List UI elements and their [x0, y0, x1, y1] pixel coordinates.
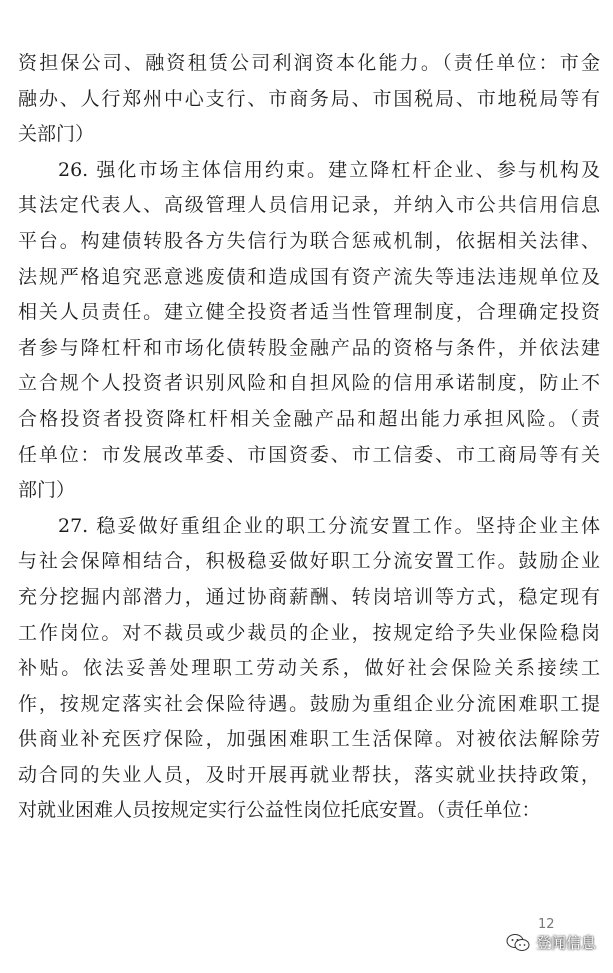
text-line: 部门）	[18, 479, 76, 502]
text-line: 关部门）	[18, 123, 95, 146]
text-line: 相关人员责任。建立健全投资者适当性管理制度，合理确定投资	[18, 301, 600, 324]
text-line: 供商业补充医疗保险，加强困难职工生活保障。对被依法解除劳	[18, 728, 600, 751]
text-line: 任单位：市发展改革委、市国资委、市工信委、市工商局等有关	[18, 443, 600, 466]
text-line: 者参与降杠杆和市场化债转股金融产品的资格与条件，并依法建	[18, 336, 600, 359]
section-26-heading-line: 26. 强化市场主体信用约束。建立降杠杆企业、参与机构及	[58, 158, 600, 181]
text-line: 对就业困难人员按规定实行公益性岗位托底安置。（责任单位：	[18, 799, 541, 822]
text-line: 补贴。依法妥善处理职工劳动关系，做好社会保险关系接续工	[18, 657, 600, 680]
text-line: 合格投资者投资降杠杆相关金融产品和超出能力承担风险。（责	[18, 407, 600, 430]
wechat-icon	[506, 933, 530, 953]
text-line: 充分挖掘内部潜力，通过协商薪酬、转岗培训等方式，稳定现有	[18, 585, 600, 608]
document-page	[18, 46, 600, 829]
text-line: 融办、人行郑州中心支行、市商务局、市国税局、市地税局等有	[18, 87, 600, 110]
text-line: 动合同的失业人员，及时开展再就业帮扶，落实就业扶持政策，	[18, 763, 600, 786]
text-line: 资担保公司、融资租赁公司利润资本化能力。（责任单位：市金	[18, 52, 600, 74]
text-line: 与社会保障相结合，积极稳妥做好职工分流安置工作。鼓励企业	[18, 550, 600, 573]
watermark-text: 登闻信息	[536, 934, 597, 952]
section-27-heading-line: 27. 稳妥做好重组企业的职工分流安置工作。坚持企业主体	[58, 514, 600, 537]
watermark	[506, 932, 596, 953]
text-line: 立合规个人投资者识别风险和自担风险的信用承诺制度，防止不	[18, 372, 600, 395]
page-number: 12	[538, 917, 555, 932]
text-line: 作，按规定落实社会保险待遇。鼓励为重组企业分流困难职工提	[18, 692, 600, 715]
text-line: 法规严格追究恶意逃废债和造成国有资产流失等违法违规单位及	[18, 265, 600, 288]
text-line: 工作岗位。对不裁员或少裁员的企业，按规定给予失业保险稳岗	[18, 621, 600, 644]
text-line: 平台。构建债转股各方失信行为联合惩戒机制，依据相关法律、	[18, 229, 600, 252]
text-line: 其法定代表人、高级管理人员信用记录，并纳入市公共信用信息	[18, 194, 600, 217]
